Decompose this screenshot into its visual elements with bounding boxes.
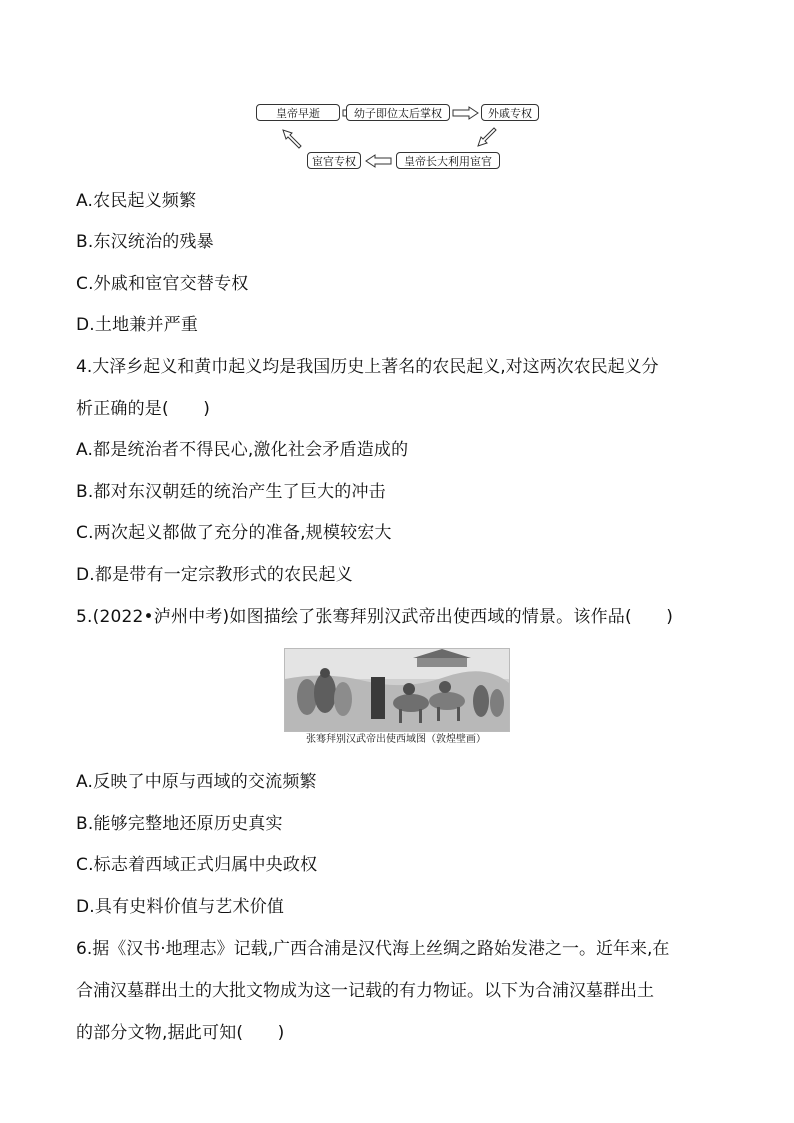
- q5-option-c: C.标志着西域正式归属中央政权: [76, 855, 318, 875]
- flow-box-young-heir-empress-dowager: 幼子即位太后掌权: [346, 104, 450, 121]
- q4-stem-line1: 4.大泽乡起义和黄巾起义均是我国历史上著名的农民起义,对这两次农民起义分: [76, 357, 659, 377]
- q6-line3: 的部分文物,据此可知( ): [76, 1023, 285, 1043]
- left-arrow-icon: [364, 154, 392, 168]
- q3-option-c: C.外戚和宦官交替专权: [76, 274, 249, 294]
- q6-line2: 合浦汉墓群出土的大批文物成为这一记载的有力物证。以下为合浦汉墓群出土: [76, 981, 654, 1001]
- dunhuang-mural-image: [284, 648, 510, 732]
- right-arrow-icon: [452, 106, 480, 120]
- down-left-arrow-icon: [474, 125, 498, 149]
- flow-box-emperor-early-death: 皇帝早逝: [256, 104, 340, 121]
- flow-box-consort-clan-power: 外戚专权: [481, 104, 539, 121]
- q5-option-a: A.反映了中原与西域的交流频繁: [76, 772, 317, 792]
- flow-box-eunuch-power: 宦官专权: [307, 152, 361, 169]
- up-left-arrow-icon: [280, 126, 304, 150]
- q4-option-a: A.都是统治者不得民心,激化社会矛盾造成的: [76, 440, 409, 460]
- q3-option-d: D.土地兼并严重: [76, 315, 199, 335]
- q4-stem-line2: 析正确的是( ): [76, 399, 211, 419]
- q4-option-c: C.两次起义都做了充分的准备,规模较宏大: [76, 523, 392, 543]
- q3-option-b: B.东汉统治的残暴: [76, 232, 214, 252]
- q4-option-b: B.都对东汉朝廷的统治产生了巨大的冲击: [76, 482, 386, 502]
- q4-option-d: D.都是带有一定宗教形式的农民起义: [76, 565, 353, 585]
- flow-box-emperor-uses-eunuchs: 皇帝长大利用宦官: [396, 152, 500, 169]
- q3-option-a: A.农民起义频繁: [76, 191, 197, 211]
- mural-caption: 张骞拜别汉武帝出使西域图（敦煌壁画）: [306, 734, 486, 745]
- q6-line1: 6.据《汉书·地理志》记载,广西合浦是汉代海上丝绸之路始发港之一。近年来,在: [76, 939, 670, 959]
- q5-option-d: D.具有史料价值与艺术价值: [76, 897, 285, 917]
- q5-option-b: B.能够完整地还原历史真实: [76, 814, 283, 834]
- q5-stem: 5.(2022•泸州中考)如图描绘了张骞拜别汉武帝出使西域的情景。该作品( ): [76, 607, 674, 627]
